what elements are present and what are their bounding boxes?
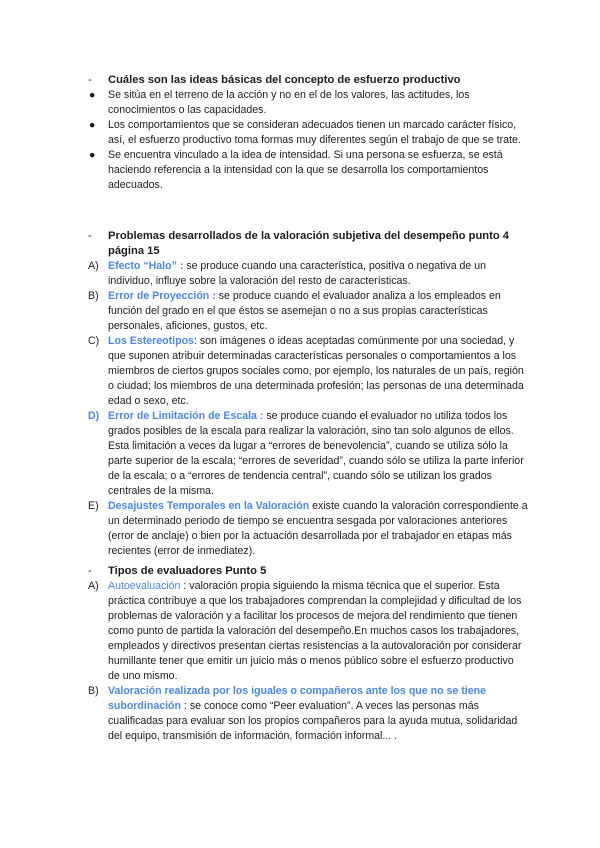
item-term: Desajustes Temporales en la Valoración: [108, 500, 310, 512]
list-item: [88, 88, 528, 118]
list-item-scale-limitation: [88, 409, 528, 499]
section-heading: [88, 73, 528, 88]
item-text: existe cuando la valoración correspondiente a un determinado periodo de tiempo se encuentra sesgada por valoraciones anteriores (error de anclaje) o bien por la actuación desarrollada por el trabajador en etapas más recientes (error de inmediatez).: [108, 500, 528, 557]
list-item-halo: [88, 259, 528, 289]
section-heading: [88, 229, 528, 259]
item-text: se produce cuando una característica, positiva o negativa de un individuo, influye sobre la valoración del resto de características.: [108, 260, 487, 287]
item-term: Autoevaluación: [108, 580, 181, 592]
item-letter: E): [88, 500, 99, 512]
section-evaluation-problems: [88, 229, 528, 559]
item-text: : valoración propia siguiendo la misma técnica que el superior. Esta práctica contribuye a que los trabajadores comprendan la complejidad y dificultad de los problemas de valoración y a facilitar los procesos de mejora del rendimiento que tienen como punto de partida la valoración del desempeño.En muchos casos los trabajadores, empleados y directivos presentan ciertas resistencias a la autovaloración por considerar humillante tener que emitir un juicio más o menos público sobre el esfuerzo productivo de uno mismo.: [108, 580, 522, 682]
item-letter: B): [88, 290, 99, 302]
bullet-icon: ●: [89, 119, 96, 131]
list-item-stereotypes: [88, 334, 528, 409]
list-item-peer-evaluation: [88, 684, 528, 744]
list-item-projection: [88, 289, 528, 334]
list-item: [88, 148, 528, 193]
dash-marker: -: [88, 565, 92, 577]
item-letter: D): [88, 410, 100, 422]
item-text: Se encuentra vinculado a la idea de intensidad. Si una persona se esfuerza, se está haciendo referencia a la intensidad con la que se desarrolla los comportamientos adecuados.: [108, 149, 503, 191]
item-letter: C): [88, 335, 100, 347]
item-term: Error de Limitación de Escala :: [108, 410, 264, 422]
section-effort-concepts: [88, 73, 528, 193]
heading-text: Problemas desarrollados de la valoración subjetiva del desempeño punto 4 página 15: [108, 230, 510, 257]
list-item: [88, 118, 528, 148]
item-text: : se conoce como “Peer evaluation”. A veces las personas más cualificadas para evaluar son los propios compañeros para la ayuda mutua, solidaridad del equipo, transmisión de información, formación informal... .: [108, 700, 518, 742]
item-text: se produce cuando el evaluador no utiliza todos los grados posibles de la escala para realizar la valoración, sino tan solo algunos de ellos. Esta limitación a veces da lugar a “errores de benevolencia”, cuando se utiliza sólo la parte superior de la escala; “errores de severidad”, cuando sólo se utiliza la parte inferior de la escala; o a “errores de tendencia central”, cuando sólo se utilizan los grados centrales de la misma.: [108, 410, 524, 497]
item-text: : son imágenes o ideas aceptadas comúnmente por una sociedad, y que suponen atribuir determinadas características personales o comportamientos a los miembros de ciertos grupos sociales como, por ejemplo, los naturales de un país, región o ciudad; los miembros de una determinada profesión; las personas de una determinada edad o sexo, etc.: [108, 335, 524, 407]
bullet-icon: ●: [89, 149, 96, 161]
section-heading: [88, 564, 528, 579]
item-term: Los Estereotipos: [108, 335, 194, 347]
bullet-icon: ●: [89, 89, 96, 101]
item-term: Valoración realizada por los iguales o compañeros ante los que no se tiene subordinación: [108, 685, 486, 712]
item-term: Error de Proyección :: [108, 290, 216, 302]
item-text: se produce cuando el evaluador analiza a los empleados en función del grado en el que éstos se asemejan o no a sus propias características personales, aficiones, gustos, etc.: [108, 290, 501, 332]
section-evaluator-types: [88, 564, 528, 744]
item-text: Se sitúa en el terreno de la acción y no en el de los valores, las actitudes, los conocimientos o las capacidades.: [108, 89, 470, 116]
heading-text: Cuáles son las ideas básicas del concepto de esfuerzo productivo: [108, 74, 461, 86]
list-item-temporal-mismatch: [88, 499, 528, 559]
list-item-self-evaluation: [88, 579, 528, 684]
item-letter: A): [88, 260, 99, 272]
heading-text: Tipos de evaluadores Punto 5: [108, 565, 267, 577]
item-letter: A): [88, 580, 99, 592]
dash-marker: -: [88, 230, 92, 242]
item-text: Los comportamientos que se consideran adecuados tienen un marcado carácter físico, así, el esfuerzo productivo toma formas muy diferentes según el trabajo de que se trate.: [108, 119, 521, 146]
dash-marker: -: [88, 74, 92, 86]
item-letter: B): [88, 685, 99, 697]
item-term: Efecto “Halo” :: [108, 260, 184, 272]
